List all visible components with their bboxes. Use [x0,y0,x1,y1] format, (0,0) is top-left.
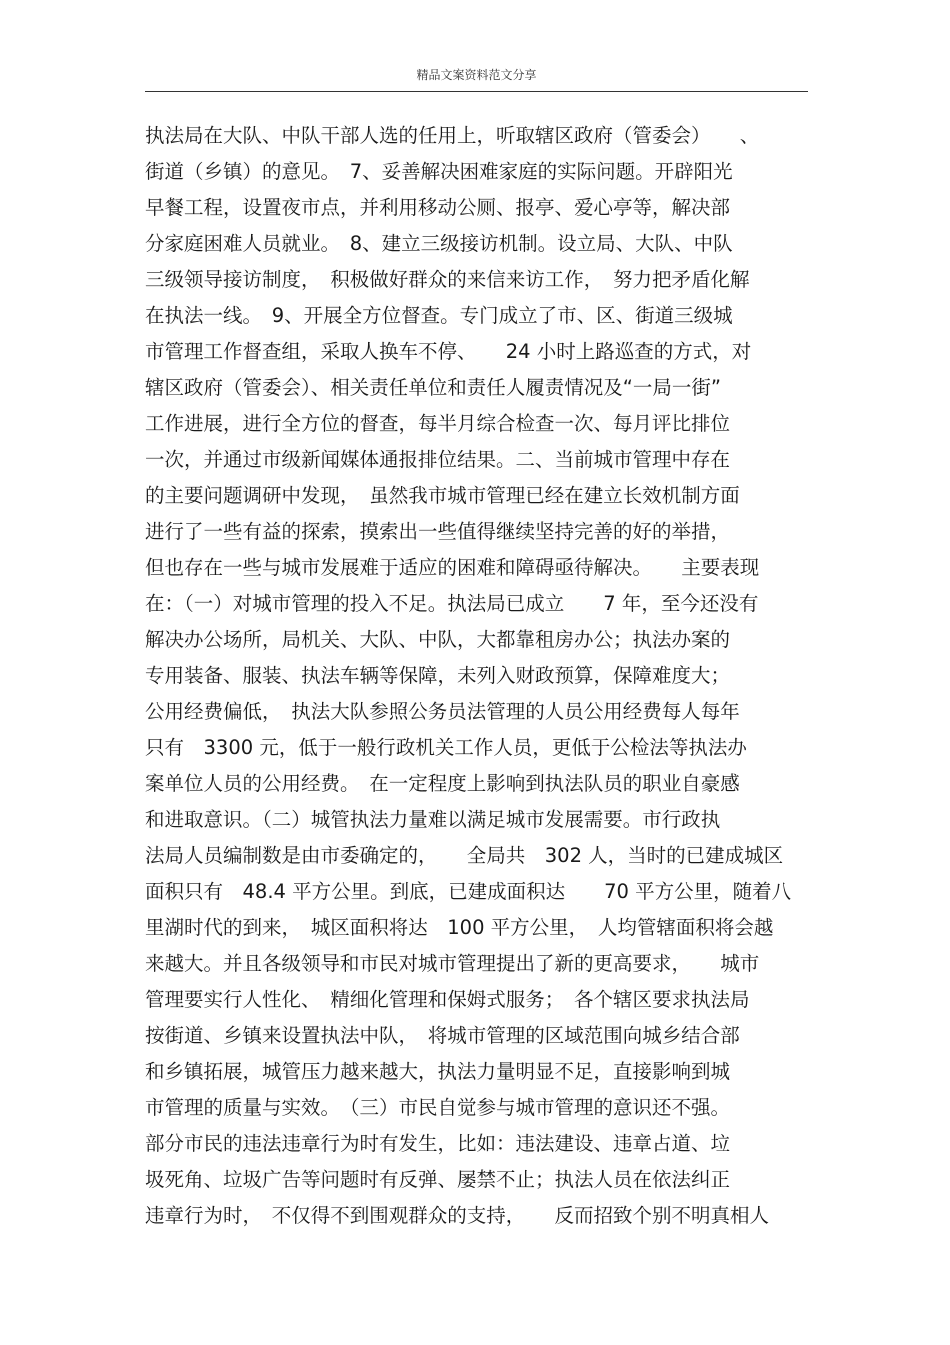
text-line: 但也存在一些与城市发展难于适应的困难和障碍亟待解决。 主要表现 [145,556,760,579]
text-line: 部分市民的违法违章行为时有发生，比如：违法建设、违章占道、垃 [145,1132,731,1155]
text-line: 案单位人员的公用经费。 在一定程度上影响到执法队员的职业自豪感 [145,772,740,795]
text-line: 在：（一）对城市管理的投入不足。执法局已成立 7 年，至今还没有 [145,592,759,615]
text-line: 在执法一线。 9、开展全方位督查。专门成立了市、区、街道三级城 [145,304,733,327]
text-line: 只有 3300 元，低于一般行政机关工作人员，更低于公检法等执法办 [145,736,747,759]
document-body [145,118,825,1234]
text-line: 面积只有 48.4 平方公里。到底，已建成面积达 70 平方公里，随着八 [145,880,792,903]
text-line: 三级领导接访制度， 积极做好群众的来信来访工作， 努力把矛盾化解 [145,268,750,291]
header-divider [145,91,808,92]
text-line: 辖区政府（管委会）、相关责任单位和责任人履责情况及“一局一街” [145,376,721,399]
text-line: 一次，并通过市级新闻媒体通报排位结果。二、当前城市管理中存在 [145,448,731,471]
text-line: 早餐工程，设置夜市点，并利用移动公厕、报亭、爱心亭等，解决部 [145,196,731,219]
text-line: 来越大。并且各级领导和市民对城市管理提出了新的更高要求， 城市 [145,952,760,975]
text-line: 解决办公场所，局机关、大队、中队，大都靠租房办公；执法办案的 [145,628,731,651]
text-line: 分家庭困难人员就业。 8、建立三级接访机制。设立局、大队、中队 [145,232,733,255]
text-line: 市管理的质量与实效。 （三）市民自觉参与城市管理的意识还不强。 [145,1096,731,1119]
text-line: 市管理工作督查组，采取人换车不停、 24 小时上路巡查的方式，对 [145,340,752,363]
text-line: 工作进展，进行全方位的督查，每半月综合检查一次、每月评比排位 [145,412,731,435]
text-line: 街道（乡镇）的意见。 7、妥善解决困难家庭的实际问题。开辟阳光 [145,160,733,183]
text-line: 违章行为时， 不仅得不到围观群众的支持， 反而招致个别不明真相人 [145,1204,770,1227]
page-header: 精品文案资料范文分享 [416,68,537,82]
text-line: 和乡镇拓展，城管压力越来越大，执法力量明显不足，直接影响到城 [145,1060,731,1083]
text-line: 进行了一些有益的探索，摸索出一些值得继续坚持完善的好的举措， [145,520,731,543]
text-line: 里湖时代的到来， 城区面积将达 100 平方公里， 人均管辖面积将会越 [145,916,774,939]
text-line: 按街道、乡镇来设置执法中队， 将城市管理的区域范围向城乡结合部 [145,1024,740,1047]
text-line: 圾死角、垃圾广告等问题时有反弹、屡禁不止；执法人员在依法纠正 [145,1168,731,1191]
text-line: 法局人员编制数是由市委确定的， 全局共 302 人，当时的已建成城区 [145,844,784,867]
text-line: 执法局在大队、中队干部人选的任用上，听取辖区政府（管委会） 、 [145,124,760,147]
text-line: 专用装备、服装、执法车辆等保障，未列入财政预算，保障难度大； [145,664,731,687]
text-line: 和进取意识。（二）城管执法力量难以满足城市发展需要。市行政执 [145,808,721,831]
text-line: 公用经费偏低， 执法大队参照公务员法管理的人员公用经费每人每年 [145,700,740,723]
text-line: 的主要问题调研中发现， 虽然我市城市管理已经在建立长效机制方面 [145,484,740,507]
text-line: 管理要实行人性化、 精细化管理和保姆式服务； 各个辖区要求执法局 [145,988,750,1011]
